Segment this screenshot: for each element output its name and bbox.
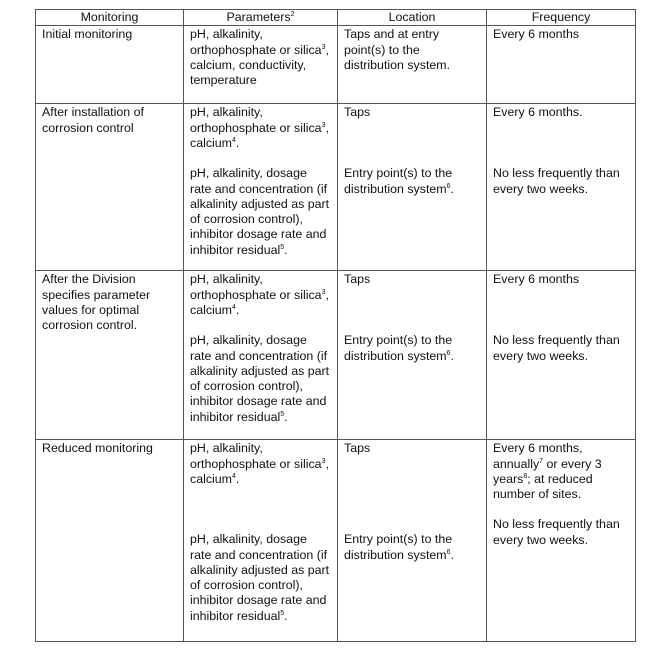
location-taps: Taps xyxy=(344,272,371,287)
frequency-text: or every 3 years xyxy=(493,456,602,486)
parameters-cell xyxy=(184,271,338,440)
monitoring-cell: Initial monitoring xyxy=(36,26,184,104)
footnote-ref: 6 xyxy=(446,182,451,190)
parameters-cell xyxy=(184,104,338,271)
footnote-ref: 4 xyxy=(232,303,236,311)
location-entry xyxy=(344,166,480,197)
footnote-ref: 3 xyxy=(321,121,326,129)
footnote-ref: 3 xyxy=(321,288,326,296)
parameters-text: , calcium, conductivity, temperature xyxy=(190,42,329,88)
footnote-ref: 7 xyxy=(539,457,544,465)
parameters-block-taps xyxy=(190,441,331,532)
parameters-cell xyxy=(184,440,338,642)
parameters-text: , calcium xyxy=(190,456,329,486)
frequency-text: Every 6 months, annually xyxy=(493,441,583,471)
footnote-ref: 3 xyxy=(321,43,326,51)
footnote-ref: 4 xyxy=(232,136,236,144)
monitoring-cell: After installation of corrosion control xyxy=(36,104,184,271)
parameters-text: pH, alkalinity, dosage rate and concentration (if alkalinity adjusted as part of corrosion control), inhibitor dosage rate and inhibitor residual xyxy=(190,166,330,257)
frequency-cell xyxy=(487,440,636,642)
header-monitoring: Monitoring xyxy=(36,10,184,26)
frequency-cell xyxy=(487,104,636,271)
location-text: . xyxy=(450,547,454,562)
parameters-text: . xyxy=(284,608,288,623)
footnote-ref: 6 xyxy=(446,349,451,357)
parameters-block-taps xyxy=(190,272,331,333)
parameters-block-entry xyxy=(190,532,331,624)
location-cell xyxy=(338,104,487,271)
header-parameters-label: Parameters xyxy=(226,10,291,24)
location-text: . xyxy=(450,348,454,363)
location-text: . xyxy=(450,181,454,196)
location-cell: Taps and at entry point(s) to the distribution system. xyxy=(338,26,487,104)
monitoring-cell: After the Division specifies parameter values for optimal corrosion control. xyxy=(36,271,184,440)
frequency-entry: No less frequently than every two weeks. xyxy=(493,517,620,547)
parameters-text: pH, alkalinity, orthophosphate or silica xyxy=(190,272,322,302)
location-entry xyxy=(344,333,480,364)
table-row xyxy=(36,104,636,271)
footnote-ref: 4 xyxy=(232,472,236,480)
location-cell xyxy=(338,440,487,642)
location-text: Entry point(s) to the distribution system xyxy=(344,166,453,196)
parameters-text: pH, alkalinity, dosage rate and concentration (if alkalinity adjusted as part of corrosion control), inhibitor dosage rate and inhibitor residual xyxy=(190,532,330,623)
frequency-taps: Every 6 months xyxy=(493,272,580,287)
location-entry xyxy=(344,532,480,563)
table-row xyxy=(36,440,636,642)
footnote-ref: 5 xyxy=(280,609,285,617)
parameters-text: , calcium xyxy=(190,120,329,150)
header-location: Location xyxy=(338,10,487,26)
parameters-cell xyxy=(184,26,338,104)
table-row xyxy=(36,26,636,104)
frequency-text: ; at reduced number of sites. xyxy=(493,471,593,502)
frequency-cell: Every 6 months xyxy=(487,26,636,104)
footnote-ref: 6 xyxy=(446,548,451,556)
header-row xyxy=(36,10,636,26)
location-taps: Taps xyxy=(344,105,371,120)
footnote-ref: 5 xyxy=(280,243,285,251)
header-parameters xyxy=(184,10,338,26)
location-taps: Taps xyxy=(344,441,371,456)
table-row xyxy=(36,271,636,440)
parameters-text: . xyxy=(284,409,288,424)
parameters-block-taps xyxy=(190,105,331,166)
parameters-block-entry xyxy=(190,333,331,425)
frequency-cell xyxy=(487,271,636,440)
frequency-entry: No less frequently than every two weeks. xyxy=(493,166,620,196)
parameters-text: pH, alkalinity, orthophosphate or silica xyxy=(190,27,322,57)
frequency-taps: Every 6 months. xyxy=(493,105,583,120)
parameters-text: pH, alkalinity, orthophosphate or silica xyxy=(190,105,322,135)
monitoring-requirements-table xyxy=(35,9,636,642)
frequency-taps xyxy=(493,441,629,517)
parameters-block-entry xyxy=(190,166,331,258)
parameters-text: , calcium xyxy=(190,287,329,317)
monitoring-cell: Reduced monitoring xyxy=(36,440,184,642)
parameters-text: . xyxy=(235,135,240,150)
parameters-text: pH, alkalinity, orthophosphate or silica xyxy=(190,441,322,471)
parameters-text: . xyxy=(235,471,240,486)
footnote-ref: 8 xyxy=(523,472,528,480)
header-frequency: Frequency xyxy=(487,10,636,26)
footnote-ref: 2 xyxy=(290,11,295,18)
frequency-entry: No less frequently than every two weeks. xyxy=(493,333,620,363)
location-text: Entry point(s) to the distribution system xyxy=(344,333,453,363)
location-cell xyxy=(338,271,487,440)
footnote-ref: 5 xyxy=(280,410,285,418)
parameters-text: . xyxy=(235,302,240,317)
parameters-text: . xyxy=(284,242,288,257)
parameters-text: pH, alkalinity, dosage rate and concentration (if alkalinity adjusted as part of corrosion control), inhibitor dosage rate and inhibitor residual xyxy=(190,333,330,424)
location-text: Entry point(s) to the distribution system xyxy=(344,532,453,562)
footnote-ref: 3 xyxy=(321,457,326,465)
